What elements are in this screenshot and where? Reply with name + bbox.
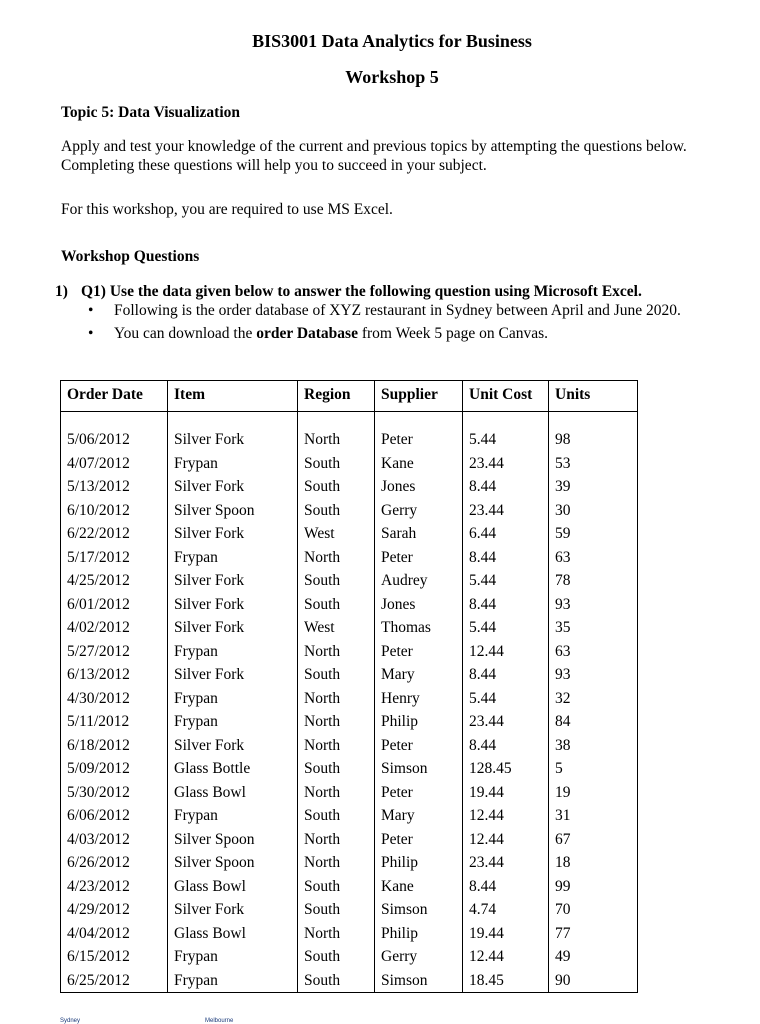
table-row: [61, 945, 638, 969]
table-row: [61, 969, 638, 993]
units-cell: 98: [549, 428, 638, 452]
bullet-text-prefix: You can download the: [114, 325, 257, 342]
supplier-cell: Simson: [375, 898, 463, 922]
supplier-cell: Peter: [375, 640, 463, 664]
units-cell: 5: [549, 757, 638, 781]
units-cell: 67: [549, 828, 638, 852]
column-header-item: Item: [168, 381, 298, 412]
units-cell: 49: [549, 945, 638, 969]
region-cell: West: [298, 616, 375, 640]
unit-cost-cell: 23.44: [463, 499, 549, 523]
unit-cost-cell: 23.44: [463, 851, 549, 875]
table-cell: [463, 412, 549, 429]
unit-cost-cell: 8.44: [463, 663, 549, 687]
table-row: [61, 922, 638, 946]
region-cell: South: [298, 475, 375, 499]
table-cell: [375, 412, 463, 429]
unit-cost-cell: 12.44: [463, 640, 549, 664]
table-row: [61, 781, 638, 805]
units-cell: 99: [549, 875, 638, 899]
region-cell: North: [298, 710, 375, 734]
order-date-cell: 5/30/2012: [61, 781, 168, 805]
item-cell: Silver Spoon: [168, 828, 298, 852]
table-row: [61, 546, 638, 570]
unit-cost-cell: 8.44: [463, 734, 549, 758]
order-date-cell: 6/18/2012: [61, 734, 168, 758]
supplier-cell: Audrey: [375, 569, 463, 593]
unit-cost-cell: 23.44: [463, 710, 549, 734]
order-date-cell: 6/26/2012: [61, 851, 168, 875]
order-date-cell: 4/23/2012: [61, 875, 168, 899]
table-row: [61, 522, 638, 546]
units-cell: 77: [549, 922, 638, 946]
table-cell: [298, 412, 375, 429]
order-date-cell: 6/10/2012: [61, 499, 168, 523]
table-row: [61, 475, 638, 499]
units-cell: 63: [549, 640, 638, 664]
list-item: [88, 302, 728, 320]
table-cell: [549, 412, 638, 429]
order-date-cell: 5/06/2012: [61, 428, 168, 452]
item-cell: Frypan: [168, 804, 298, 828]
order-date-cell: 6/22/2012: [61, 522, 168, 546]
supplier-cell: Peter: [375, 781, 463, 805]
table-row: [61, 428, 638, 452]
table-row: [61, 898, 638, 922]
region-cell: North: [298, 922, 375, 946]
region-cell: South: [298, 945, 375, 969]
order-date-cell: 6/15/2012: [61, 945, 168, 969]
order-date-cell: 4/03/2012: [61, 828, 168, 852]
table-row: [61, 687, 638, 711]
unit-cost-cell: 128.45: [463, 757, 549, 781]
column-header-units: Units: [549, 381, 638, 412]
item-cell: Silver Fork: [168, 569, 298, 593]
item-cell: Glass Bowl: [168, 875, 298, 899]
table-cell: [61, 412, 168, 429]
order-date-cell: 5/13/2012: [61, 475, 168, 499]
table-spacer-row: [61, 412, 638, 429]
column-header-supplier: Supplier: [375, 381, 463, 412]
region-cell: South: [298, 804, 375, 828]
units-cell: 93: [549, 663, 638, 687]
item-cell: Frypan: [168, 969, 298, 993]
units-cell: 31: [549, 804, 638, 828]
order-date-cell: 4/29/2012: [61, 898, 168, 922]
item-cell: Silver Fork: [168, 898, 298, 922]
item-cell: Silver Fork: [168, 734, 298, 758]
units-cell: 30: [549, 499, 638, 523]
unit-cost-cell: 4.74: [463, 898, 549, 922]
item-cell: Silver Fork: [168, 593, 298, 617]
intro-paragraph: Apply and test your knowledge of the current and previous topics by attempting the questions below. Completing these questions will help you to succeed in your subject.: [61, 138, 687, 174]
units-cell: 38: [549, 734, 638, 758]
supplier-cell: Gerry: [375, 945, 463, 969]
supplier-cell: Kane: [375, 875, 463, 899]
supplier-cell: Peter: [375, 734, 463, 758]
order-date-cell: 4/07/2012: [61, 452, 168, 476]
order-date-cell: 5/09/2012: [61, 757, 168, 781]
bullet-text: Following is the order database of XYZ restaurant in Sydney between April and June 2020.: [114, 302, 681, 319]
supplier-cell: Jones: [375, 593, 463, 617]
table-cell: [168, 412, 298, 429]
supplier-cell: Peter: [375, 428, 463, 452]
table-row: [61, 593, 638, 617]
topic-heading: Topic 5: Data Visualization: [61, 104, 240, 121]
item-cell: Glass Bowl: [168, 922, 298, 946]
units-cell: 18: [549, 851, 638, 875]
item-cell: Silver Fork: [168, 428, 298, 452]
supplier-cell: Peter: [375, 546, 463, 570]
region-cell: South: [298, 969, 375, 993]
units-cell: 53: [549, 452, 638, 476]
item-cell: Silver Fork: [168, 475, 298, 499]
question-1: [55, 282, 745, 301]
order-database-table: [60, 380, 638, 993]
region-cell: North: [298, 828, 375, 852]
region-cell: North: [298, 640, 375, 664]
units-cell: 19: [549, 781, 638, 805]
region-cell: South: [298, 898, 375, 922]
item-cell: Silver Fork: [168, 522, 298, 546]
region-cell: North: [298, 428, 375, 452]
region-cell: North: [298, 851, 375, 875]
order-date-cell: 4/02/2012: [61, 616, 168, 640]
column-header-unit-cost: Unit Cost: [463, 381, 549, 412]
instruction-list: [88, 302, 728, 348]
supplier-cell: Peter: [375, 828, 463, 852]
item-cell: Frypan: [168, 452, 298, 476]
region-cell: South: [298, 499, 375, 523]
order-date-cell: 5/11/2012: [61, 710, 168, 734]
region-cell: South: [298, 757, 375, 781]
order-date-cell: 4/04/2012: [61, 922, 168, 946]
region-cell: South: [298, 452, 375, 476]
table-row: [61, 616, 638, 640]
supplier-cell: Philip: [375, 922, 463, 946]
table-row: [61, 640, 638, 664]
item-cell: Frypan: [168, 640, 298, 664]
unit-cost-cell: 12.44: [463, 945, 549, 969]
unit-cost-cell: 5.44: [463, 569, 549, 593]
supplier-cell: Kane: [375, 452, 463, 476]
region-cell: South: [298, 875, 375, 899]
item-cell: Glass Bowl: [168, 781, 298, 805]
region-cell: North: [298, 781, 375, 805]
order-date-cell: 4/25/2012: [61, 569, 168, 593]
supplier-cell: Gerry: [375, 499, 463, 523]
unit-cost-cell: 18.45: [463, 969, 549, 993]
unit-cost-cell: 8.44: [463, 475, 549, 499]
region-cell: South: [298, 663, 375, 687]
document-title: BIS3001 Data Analytics for Business: [252, 31, 532, 51]
supplier-cell: Henry: [375, 687, 463, 711]
region-cell: South: [298, 569, 375, 593]
footer-logo-right: Melbourne: [205, 1018, 234, 1024]
supplier-cell: Philip: [375, 710, 463, 734]
table-row: [61, 499, 638, 523]
unit-cost-cell: 6.44: [463, 522, 549, 546]
item-cell: Silver Fork: [168, 616, 298, 640]
order-date-cell: 6/13/2012: [61, 663, 168, 687]
supplier-cell: Simson: [375, 757, 463, 781]
region-cell: West: [298, 522, 375, 546]
question-number: 1): [55, 283, 68, 300]
order-date-cell: 6/06/2012: [61, 804, 168, 828]
bullet-icon: •: [88, 302, 94, 319]
table-row: [61, 757, 638, 781]
units-cell: 84: [549, 710, 638, 734]
supplier-cell: Simson: [375, 969, 463, 993]
document-subtitle: Workshop 5: [345, 67, 439, 87]
table-header-row: [61, 381, 638, 412]
item-cell: Frypan: [168, 546, 298, 570]
order-date-cell: 5/17/2012: [61, 546, 168, 570]
workshop-questions-heading: Workshop Questions: [61, 248, 200, 265]
region-cell: North: [298, 546, 375, 570]
unit-cost-cell: 19.44: [463, 922, 549, 946]
item-cell: Frypan: [168, 687, 298, 711]
table-row: [61, 875, 638, 899]
unit-cost-cell: 23.44: [463, 452, 549, 476]
supplier-cell: Jones: [375, 475, 463, 499]
units-cell: 78: [549, 569, 638, 593]
order-date-cell: 4/30/2012: [61, 687, 168, 711]
list-item: [88, 325, 728, 343]
unit-cost-cell: 8.44: [463, 593, 549, 617]
item-cell: Silver Fork: [168, 663, 298, 687]
unit-cost-cell: 5.44: [463, 616, 549, 640]
item-cell: Glass Bottle: [168, 757, 298, 781]
unit-cost-cell: 8.44: [463, 875, 549, 899]
order-date-cell: 5/27/2012: [61, 640, 168, 664]
units-cell: 70: [549, 898, 638, 922]
bullet-text-emphasis: order Database: [256, 325, 358, 342]
order-date-cell: 6/25/2012: [61, 969, 168, 993]
order-date-cell: 6/01/2012: [61, 593, 168, 617]
supplier-cell: Thomas: [375, 616, 463, 640]
bullet-icon: •: [88, 325, 94, 342]
table-body: [61, 412, 638, 993]
units-cell: 93: [549, 593, 638, 617]
footer-logo-left: Sydney: [60, 1018, 81, 1024]
supplier-cell: Philip: [375, 851, 463, 875]
units-cell: 63: [549, 546, 638, 570]
item-cell: Frypan: [168, 710, 298, 734]
unit-cost-cell: 8.44: [463, 546, 549, 570]
column-header-region: Region: [298, 381, 375, 412]
units-cell: 90: [549, 969, 638, 993]
unit-cost-cell: 19.44: [463, 781, 549, 805]
table-row: [61, 734, 638, 758]
excel-note: For this workshop, you are required to use MS Excel.: [61, 201, 393, 218]
item-cell: Silver Spoon: [168, 851, 298, 875]
units-cell: 32: [549, 687, 638, 711]
supplier-cell: Sarah: [375, 522, 463, 546]
supplier-cell: Mary: [375, 804, 463, 828]
table-row: [61, 851, 638, 875]
table-row: [61, 663, 638, 687]
bullet-text-suffix: from Week 5 page on Canvas.: [357, 325, 548, 342]
item-cell: Frypan: [168, 945, 298, 969]
units-cell: 59: [549, 522, 638, 546]
table-row: [61, 828, 638, 852]
item-cell: Silver Spoon: [168, 499, 298, 523]
column-header-order-date: Order Date: [61, 381, 168, 412]
unit-cost-cell: 5.44: [463, 428, 549, 452]
table-row: [61, 710, 638, 734]
table-row: [61, 569, 638, 593]
region-cell: South: [298, 593, 375, 617]
unit-cost-cell: 12.44: [463, 804, 549, 828]
units-cell: 35: [549, 616, 638, 640]
region-cell: North: [298, 734, 375, 758]
supplier-cell: Mary: [375, 663, 463, 687]
unit-cost-cell: 5.44: [463, 687, 549, 711]
region-cell: North: [298, 687, 375, 711]
units-cell: 39: [549, 475, 638, 499]
unit-cost-cell: 12.44: [463, 828, 549, 852]
table-row: [61, 452, 638, 476]
question-text: Q1) Use the data given below to answer the following question using Microsoft Excel.: [81, 283, 642, 300]
table-row: [61, 804, 638, 828]
